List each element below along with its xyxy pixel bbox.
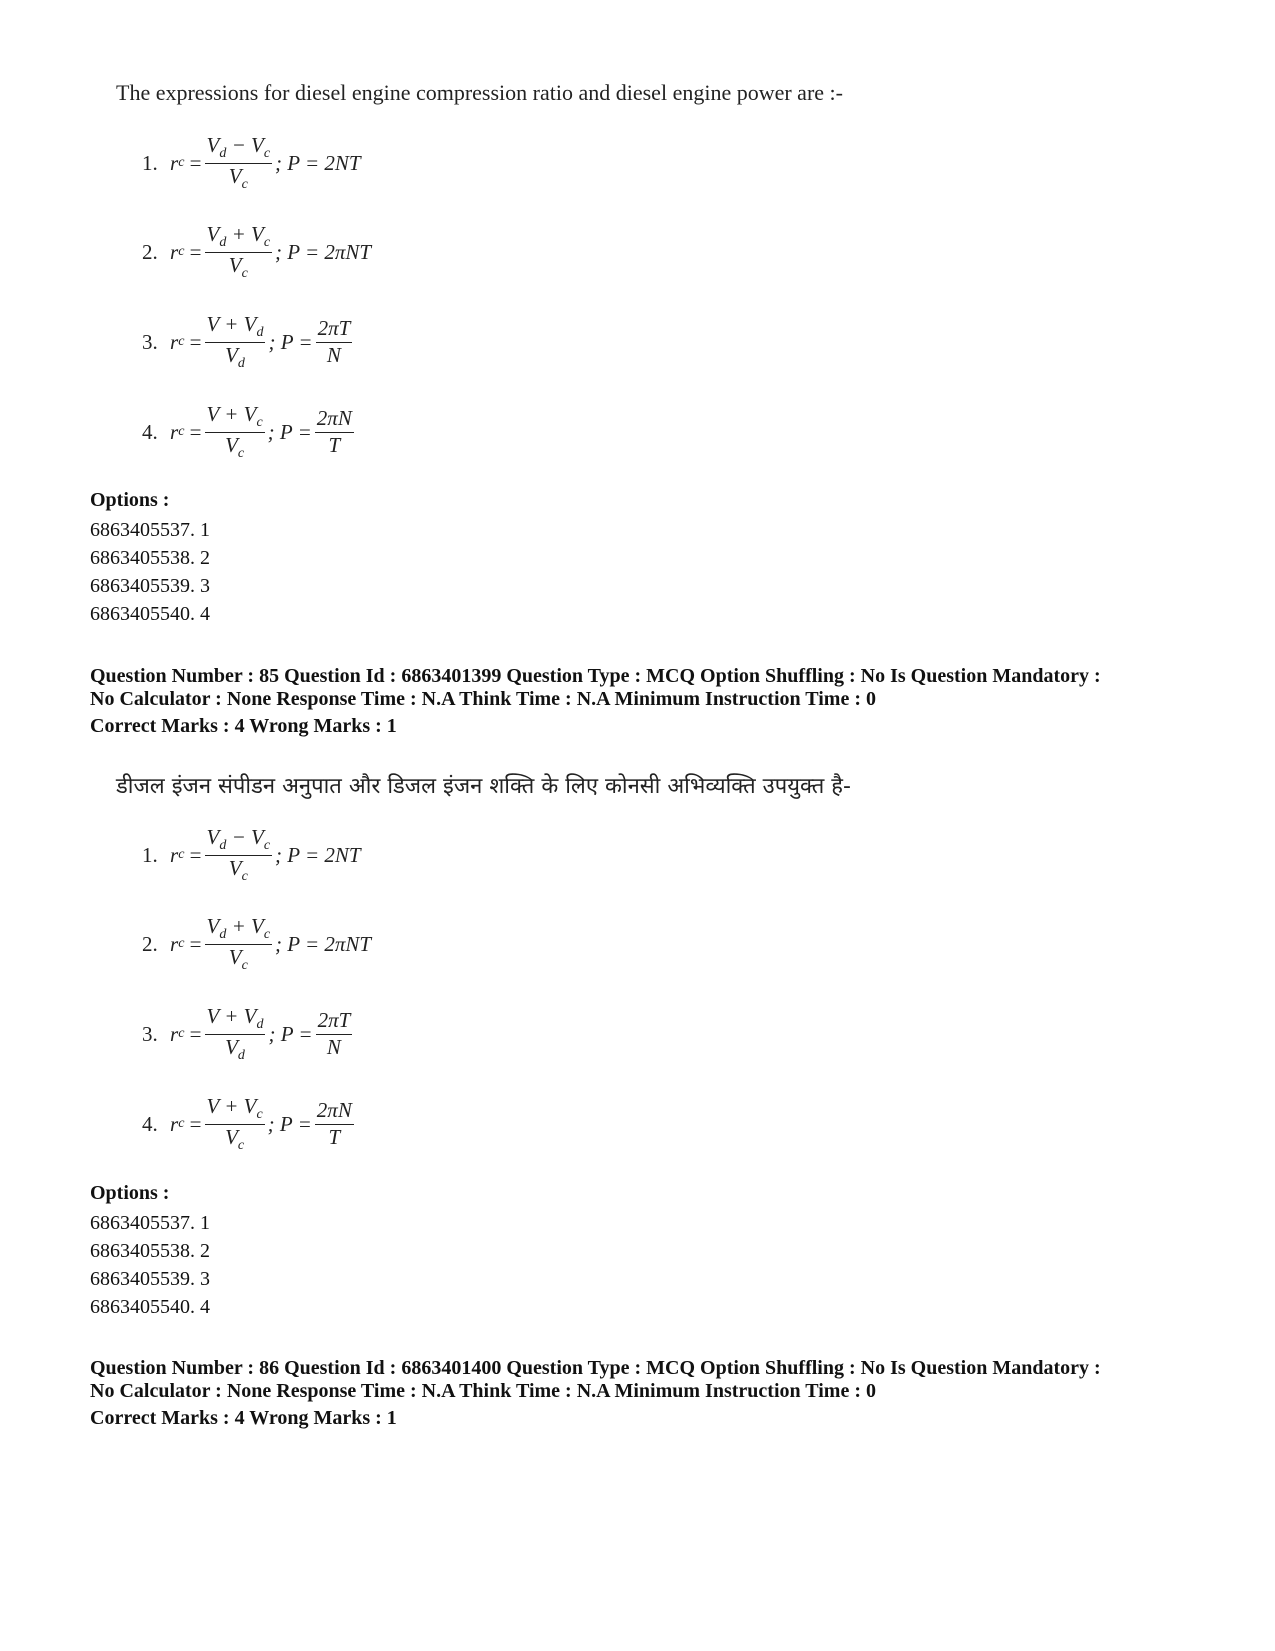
options-block <box>90 489 210 628</box>
choice-3: 3. r c = $\frac{V + V_d}{V_d}$ ; P = $\frac{2\pi T}{N}$ <box>142 312 351 371</box>
question-stem: The expressions for diesel engine compression ratio and diesel engine power are :- <box>116 80 843 105</box>
option-item: 6863405538. 2 <box>90 1240 210 1262</box>
choice-4: 4. r c = $\frac{V + V_c}{V_c}$ ; P = $\frac{2\pi N}{T}$ <box>142 1094 352 1153</box>
choice-3: 3. r c = $\frac{V + V_d}{V_d}$ ; P = $\frac{2\pi T}{N}$ <box>142 1004 351 1063</box>
option-item: 6863405539. 3 <box>90 1268 210 1290</box>
choice-2: 2. r c = $\frac{V_d + V_c}{V_c}$ ; P = 2πNT <box>142 914 372 973</box>
compression-ratio-fraction: $\frac{V_d + V_c}{V_c}$ <box>206 222 271 281</box>
power-fraction: $\frac{2\pi T}{N}$ <box>317 1008 351 1059</box>
power-fraction: $\frac{2\pi T}{N}$ <box>317 316 351 367</box>
options-block <box>90 1182 210 1321</box>
compression-ratio-fraction: $\frac{V_d + V_c}{V_c}$ <box>206 914 271 973</box>
compression-ratio-fraction: $\frac{V_d - V_c}{V_c}$ <box>206 825 271 884</box>
options-label: Options : <box>90 1182 170 1204</box>
power-fraction: $\frac{2\pi N}{T}$ <box>316 1098 352 1149</box>
choice-1: 1. r c = $\frac{V_d - V_c}{V_c}$ ; P = 2NT <box>142 825 361 884</box>
option-item: 6863405537. 1 <box>90 1212 210 1234</box>
choice-2: 2. r c = $\frac{V_d + V_c}{V_c}$ ; P = 2πNT <box>142 222 372 281</box>
option-item: 6863405538. 2 <box>90 547 210 569</box>
option-item: 6863405537. 1 <box>90 519 210 541</box>
question-stem-hindi: डीजल इंजन संपीडन अनुपात और डिजल इंजन शक्ति के लिए कोनसी अभिव्यक्ति उपयुक्त है- <box>116 774 851 799</box>
options-label: Options : <box>90 489 170 511</box>
power-fraction: $\frac{2\pi N}{T}$ <box>316 406 352 457</box>
option-item: 6863405540. 4 <box>90 603 210 625</box>
compression-ratio-fraction: $\frac{V + V_c}{V_c}$ <box>206 1094 263 1153</box>
choice-4: 4. r c = $\frac{V + V_c}{V_c}$ ; P = $\frac{2\pi N}{T}$ <box>142 402 352 461</box>
question-meta: Question Number : 86 Question Id : 6863401400 Question Type : MCQ Option Shuffling : No Is Question Mandatory : No Calculator : None Response Time : N.A Think Time : N.A Minimum Instruction Time : 0 Correct Marks : 4 Wrong Marks : 1 <box>90 1357 1101 1429</box>
option-item: 6863405539. 3 <box>90 575 210 597</box>
compression-ratio-fraction: $\frac{V + V_d}{V_d}$ <box>206 312 264 371</box>
choice-1: 1. r c = $\frac{V_d - V_c}{V_c}$ ; P = 2NT <box>142 133 361 192</box>
option-item: 6863405540. 4 <box>90 1296 210 1318</box>
compression-ratio-fraction: $\frac{V_d - V_c}{V_c}$ <box>206 133 271 192</box>
compression-ratio-fraction: $\frac{V + V_c}{V_c}$ <box>206 402 263 461</box>
question-meta: Question Number : 85 Question Id : 6863401399 Question Type : MCQ Option Shuffling : No Is Question Mandatory : No Calculator : None Response Time : N.A Think Time : N.A Minimum Instruction Time : 0 Correct Marks : 4 Wrong Marks : 1 <box>90 665 1101 737</box>
compression-ratio-fraction: $\frac{V + V_d}{V_d}$ <box>206 1004 264 1063</box>
